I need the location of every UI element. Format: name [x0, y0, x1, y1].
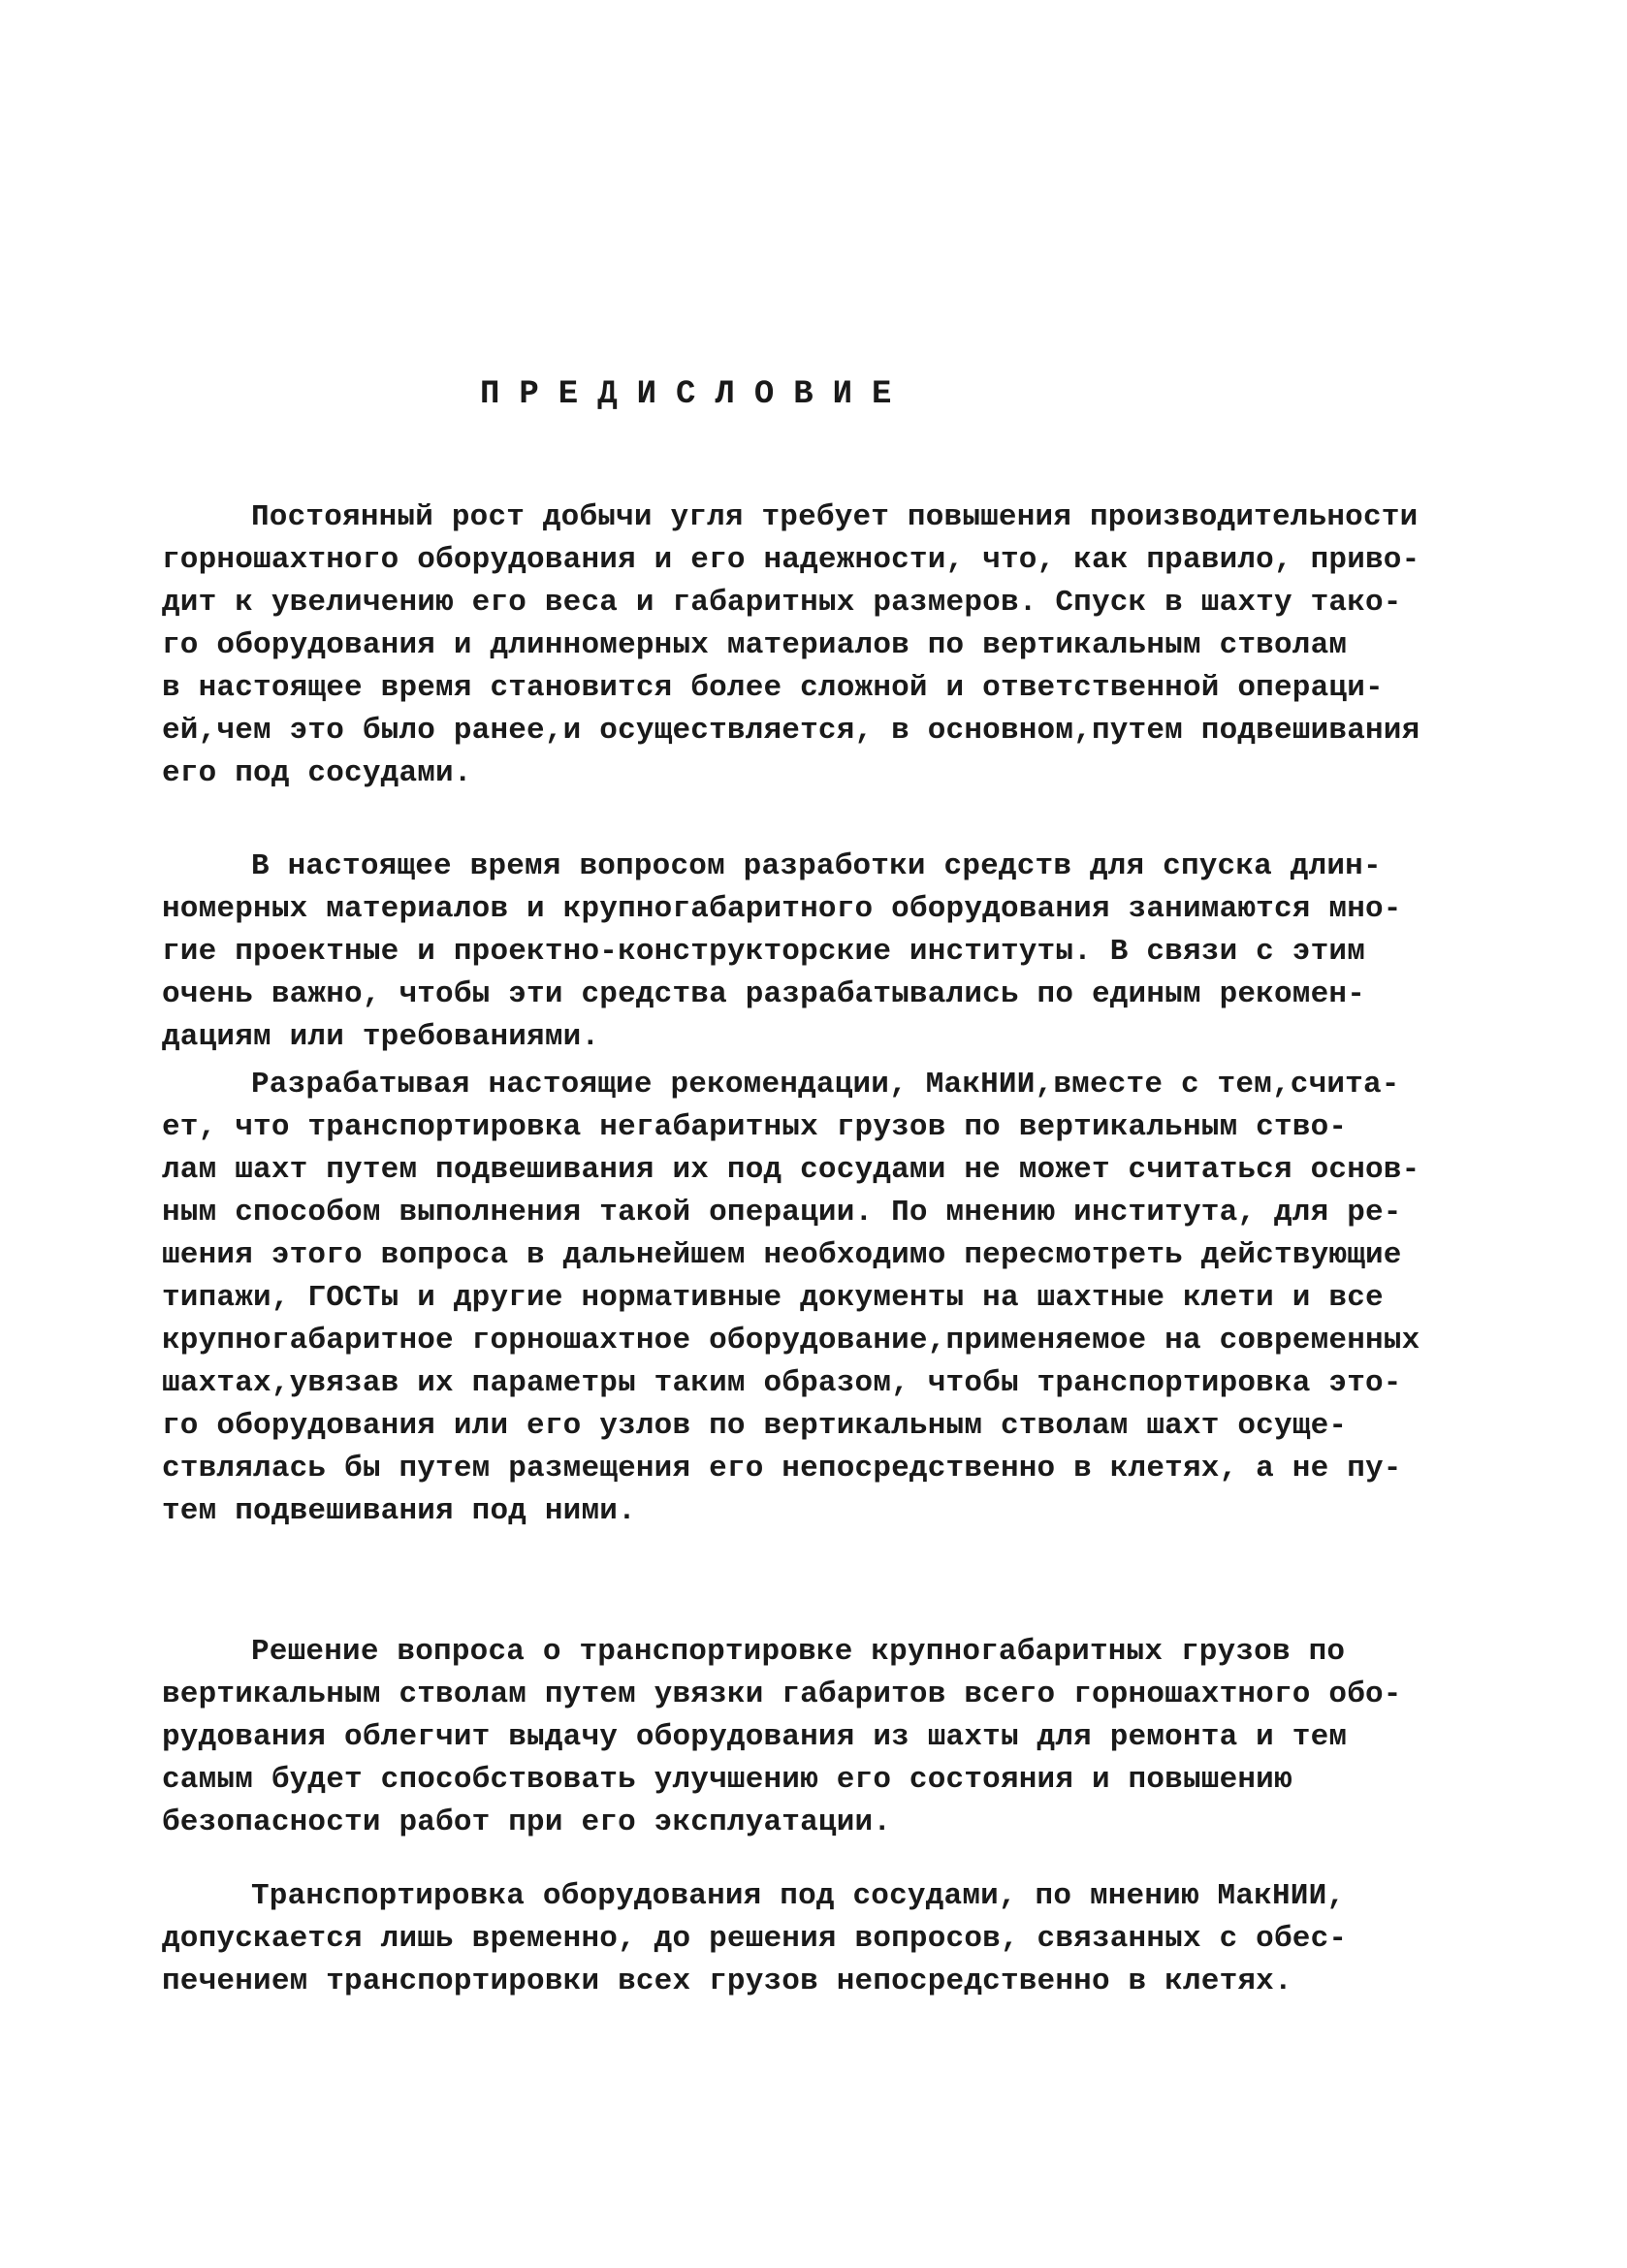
paragraph-2	[162, 846, 1500, 1059]
paragraph-line: го оборудования или его узлов по вертикальным стволам шахт осуще-	[162, 1409, 1348, 1443]
paragraph-line: Решение вопроса о транспортировке крупногабаритных грузов по	[251, 1635, 1346, 1669]
paragraph-line: очень важно, чтобы эти средства разрабатывались по единым рекомен-	[162, 977, 1365, 1011]
paragraph-line: дациям или требованиями.	[162, 1020, 600, 1054]
paragraph-line: его под сосудами.	[162, 756, 472, 790]
paragraph-line: самым будет способствовать улучшению его состояния и повышению	[162, 1763, 1292, 1797]
paragraph-3	[162, 1064, 1500, 1533]
paragraph-line: номерных материалов и крупногабаритного оборудования занимаются мно-	[162, 892, 1402, 926]
paragraph-line: Разрабатывая настоящие рекомендации, МакНИИ,вместе с тем,счита-	[251, 1068, 1400, 1102]
paragraph-1	[162, 496, 1500, 795]
page-title: ПРЕДИСЛОВИЕ	[480, 376, 911, 413]
paragraph-line: В настоящее время вопросом разработки средств для спуска длин-	[251, 849, 1382, 883]
paragraph-line: в настоящее время становится более сложной и ответственной операци-	[162, 671, 1384, 705]
paragraph-line: ей,чем это было ранее,и осуществляется, в основном,путем подвешивания	[162, 714, 1420, 748]
paragraph-line: печением транспортировки всех грузов непосредственно в клетях.	[162, 1965, 1292, 1998]
paragraph-line: безопасности работ при его эксплуатации.	[162, 1805, 892, 1839]
paragraph-line: Постоянный рост добычи угля требует повышения производительности	[251, 500, 1419, 534]
paragraph-line: горношахтного оборудования и его надежности, что, как правило, приво-	[162, 543, 1420, 577]
paragraph-line: гие проектные и проектно-конструкторские институты. В связи с этим	[162, 935, 1365, 969]
paragraph-4	[162, 1631, 1500, 1844]
paragraph-line: ным способом выполнения такой операции. По мнению института, для ре-	[162, 1196, 1402, 1230]
paragraph-line: рудования облегчит выдачу оборудования из шахты для ремонта и тем	[162, 1720, 1348, 1754]
paragraph-line: Транспортировка оборудования под сосудами, по мнению МакНИИ,	[251, 1879, 1346, 1913]
paragraph-line: го оборудования и длинномерных материалов по вертикальным стволам	[162, 628, 1348, 662]
paragraph-line: дит к увеличению его веса и габаритных размеров. Спуск в шахту тако-	[162, 586, 1402, 620]
paragraph-line: тем подвешивания под ними.	[162, 1494, 636, 1528]
paragraph-line: лам шахт путем подвешивания их под сосудами не может считаться основ-	[162, 1153, 1420, 1187]
paragraph-line: ет, что транспортировка негабаритных грузов по вертикальным ство-	[162, 1110, 1348, 1144]
paragraph-line: шахтах,увязав их параметры таким образом, чтобы транспортировка это-	[162, 1366, 1402, 1400]
paragraph-line: допускается лишь временно, до решения вопросов, связанных с обес-	[162, 1922, 1348, 1956]
paragraph-line: ствлялась бы путем размещения его непосредственно в клетях, а не пу-	[162, 1452, 1402, 1485]
paragraph-line: типажи, ГОСТы и другие нормативные документы на шахтные клети и все	[162, 1281, 1384, 1315]
paragraph-line: вертикальным стволам путем увязки габаритов всего горношахтного обо-	[162, 1677, 1402, 1711]
paragraph-line: шения этого вопроса в дальнейшем необходимо пересмотреть действующие	[162, 1238, 1402, 1272]
paragraph-5	[162, 1875, 1500, 2003]
paragraph-line: крупногабаритное горношахтное оборудование,применяемое на современных	[162, 1324, 1420, 1358]
